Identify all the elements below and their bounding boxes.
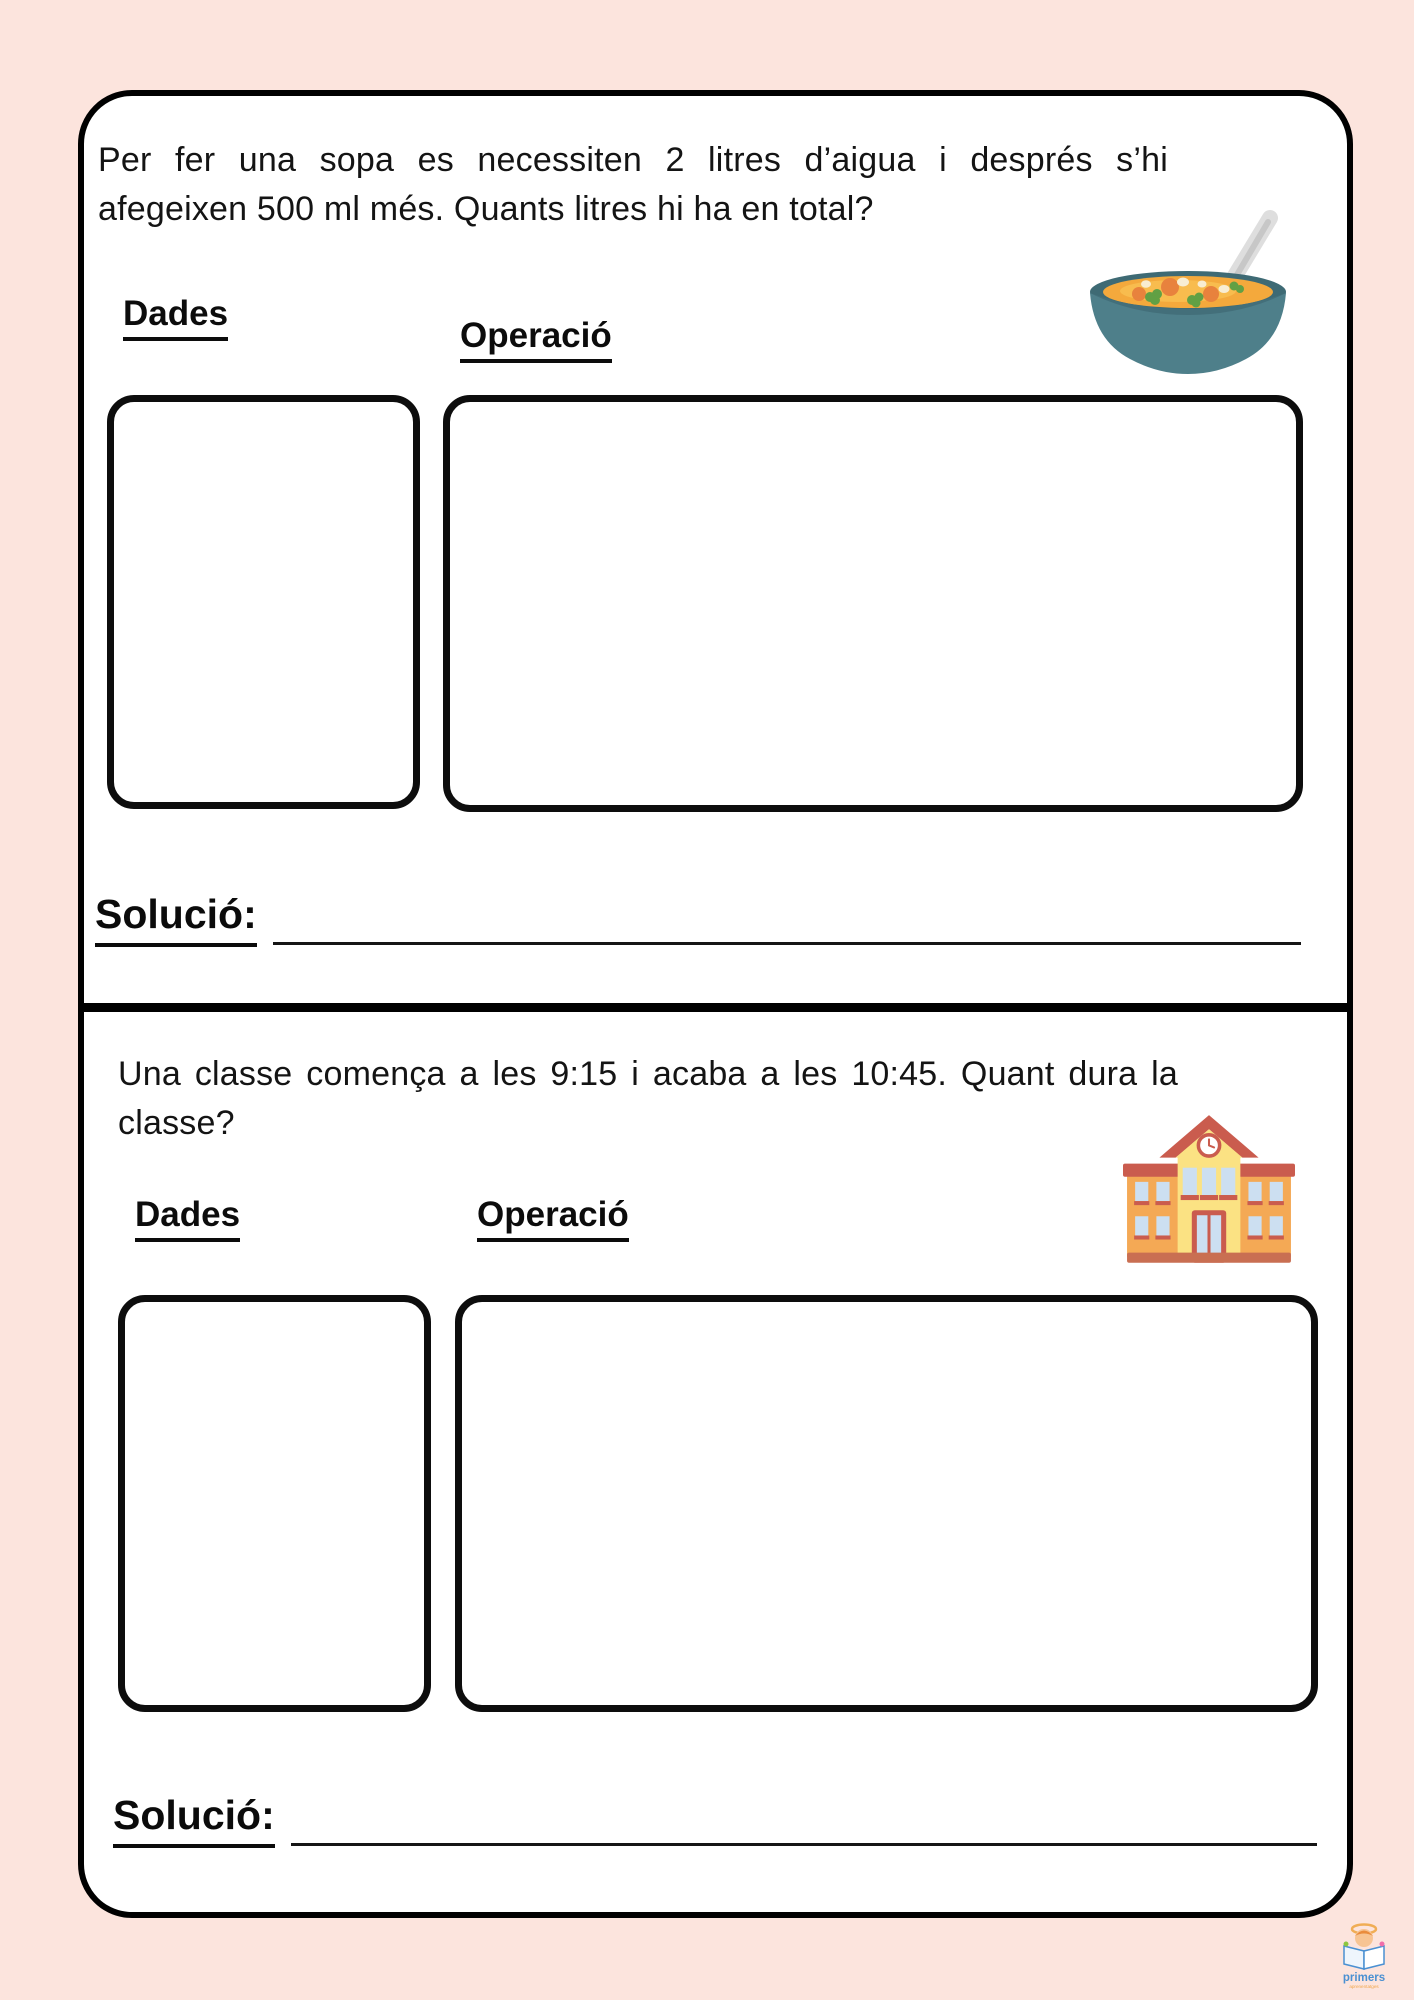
operacio-heading-1: Operació	[460, 316, 612, 363]
operacio-heading-2: Operació	[477, 1195, 629, 1242]
problem-2-statement: Una classe comença a les 9:15 i acaba a les 10:45. Quant dura la classe?	[118, 1055, 1178, 1142]
logo-text: primers	[1342, 1972, 1386, 1984]
dades-heading-1: Dades	[123, 294, 228, 341]
solucio-label-2: Solució:	[113, 1792, 275, 1848]
operacio-answer-box-1[interactable]	[443, 395, 1303, 812]
solucio-row-1	[95, 891, 1301, 947]
dades-heading-2: Dades	[135, 1195, 240, 1242]
solucio-label-1: Solució:	[95, 891, 257, 947]
brand-logo	[1336, 1920, 1392, 1992]
solucio-blank-line-1[interactable]	[273, 912, 1301, 945]
section-divider	[78, 1003, 1353, 1012]
solucio-blank-line-2[interactable]	[291, 1813, 1317, 1846]
problem-1-statement: Per fer una sopa es necessiten 2 litres d’aigua i després s’hi afegeixen 500 ml més. Quants litres hi ha en total?	[98, 141, 1168, 228]
school-building-icon	[1123, 1115, 1295, 1273]
worksheet-card	[78, 90, 1353, 1918]
logo-subtext: aprenentatges	[1349, 1984, 1379, 1989]
solucio-row-2	[113, 1792, 1317, 1848]
operacio-answer-box-2[interactable]	[455, 1295, 1318, 1712]
soup-bowl-icon	[1082, 194, 1294, 374]
dades-answer-box-2[interactable]	[118, 1295, 431, 1712]
dades-answer-box-1[interactable]	[107, 395, 420, 809]
